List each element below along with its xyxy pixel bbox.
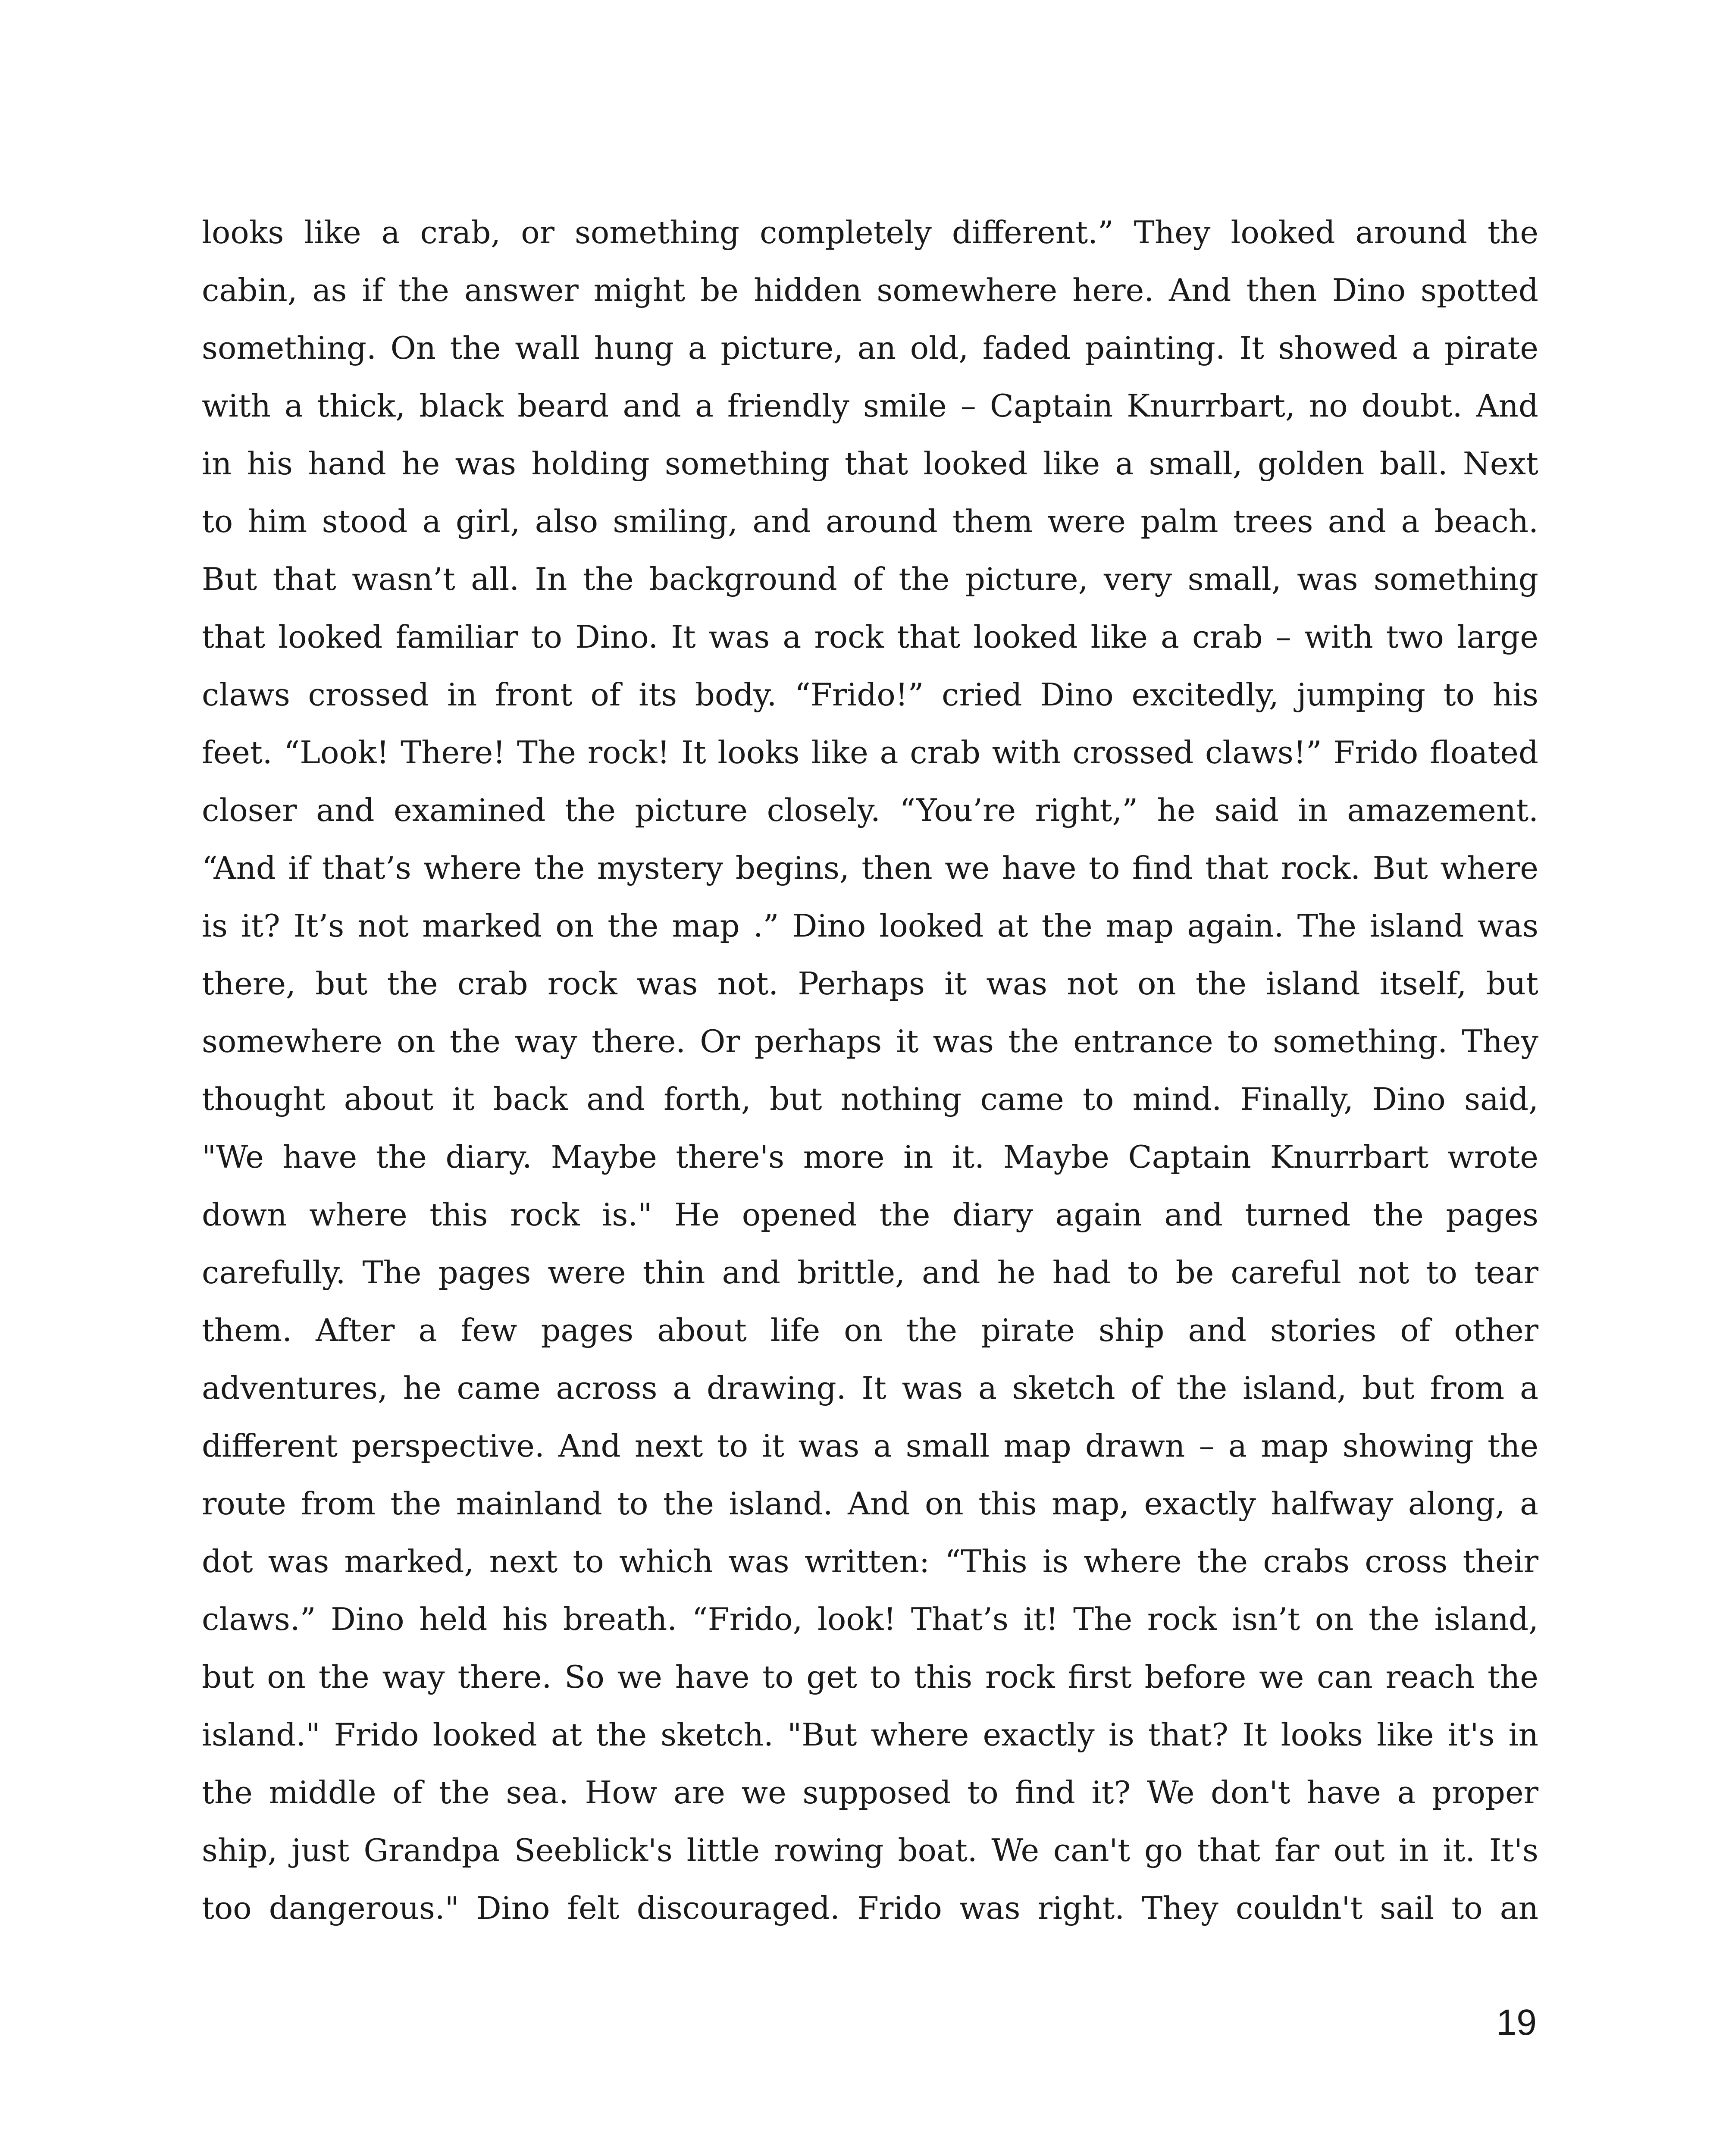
text-line: different perspective. And next to it was a small map drawn – a map showing the: [202, 1428, 1538, 1464]
text-line: is it? It’s not marked on the map .” Dino looked at the map again. The island was: [202, 908, 1538, 944]
text-line: feet. “Look! There! The rock! It looks like a crab with crossed claws!” Frido floated: [202, 734, 1538, 771]
text-line: But that wasn’t all. In the background of the picture, very small, was something: [202, 561, 1538, 597]
text-line: closer and examined the picture closely. “You’re right,” he said in amazement.: [202, 792, 1538, 828]
text-line: down where this rock is." He opened the diary again and turned the pages: [202, 1197, 1538, 1233]
text-line: island." Frido looked at the sketch. "But where exactly is that? It looks like it's in: [202, 1717, 1538, 1753]
page-number: 19: [1496, 2002, 1537, 2043]
text-line: there, but the crab rock was not. Perhaps it was not on the island itself, but: [202, 965, 1538, 1002]
text-line: cabin, as if the answer might be hidden somewhere here. And then Dino spotted: [202, 272, 1538, 308]
text-line: claws.” Dino held his breath. “Frido, look! That’s it! The rock isn’t on the island,: [202, 1601, 1538, 1637]
text-line: "We have the diary. Maybe there's more in it. Maybe Captain Knurrbart wrote: [202, 1139, 1538, 1175]
text-line: that looked familiar to Dino. It was a rock that looked like a crab – with two large: [202, 619, 1538, 655]
text-line: with a thick, black beard and a friendly smile – Captain Knurrbart, no doubt. And: [202, 388, 1538, 424]
text-line: dot was marked, next to which was written: “This is where the crabs cross their: [202, 1543, 1538, 1579]
text-line: carefully. The pages were thin and brittle, and he had to be careful not to tear: [202, 1254, 1538, 1291]
text-line: but on the way there. So we have to get to this rock first before we can reach the: [202, 1659, 1538, 1695]
text-line: adventures, he came across a drawing. It was a sketch of the island, but from a: [202, 1370, 1538, 1406]
text-line: in his hand he was holding something that looked like a small, golden ball. Next: [202, 445, 1538, 482]
body-text: [202, 204, 1538, 1937]
text-line: too dangerous." Dino felt discouraged. Frido was right. They couldn't sail to an: [202, 1890, 1538, 1926]
text-line: them. After a few pages about life on the pirate ship and stories of other: [202, 1312, 1538, 1348]
text-line: ship, just Grandpa Seeblick's little rowing boat. We can't go that far out in it. It's: [202, 1832, 1538, 1868]
text-line: looks like a crab, or something completely different.” They looked around the: [202, 214, 1538, 251]
text-line: to him stood a girl, also smiling, and around them were palm trees and a beach.: [202, 503, 1538, 539]
text-line: claws crossed in front of its body. “Frido!” cried Dino excitedly, jumping to his: [202, 677, 1538, 713]
text-line: thought about it back and forth, but nothing came to mind. Finally, Dino said,: [202, 1081, 1538, 1117]
text-line: somewhere on the way there. Or perhaps it was the entrance to something. They: [202, 1023, 1538, 1059]
text-line: something. On the wall hung a picture, an old, faded painting. It showed a pirate: [202, 330, 1538, 366]
text-line: “And if that’s where the mystery begins, then we have to find that rock. But where: [202, 850, 1538, 886]
text-line: route from the mainland to the island. And on this map, exactly halfway along, a: [202, 1485, 1538, 1522]
text-line: the middle of the sea. How are we supposed to find it? We don't have a proper: [202, 1774, 1538, 1811]
